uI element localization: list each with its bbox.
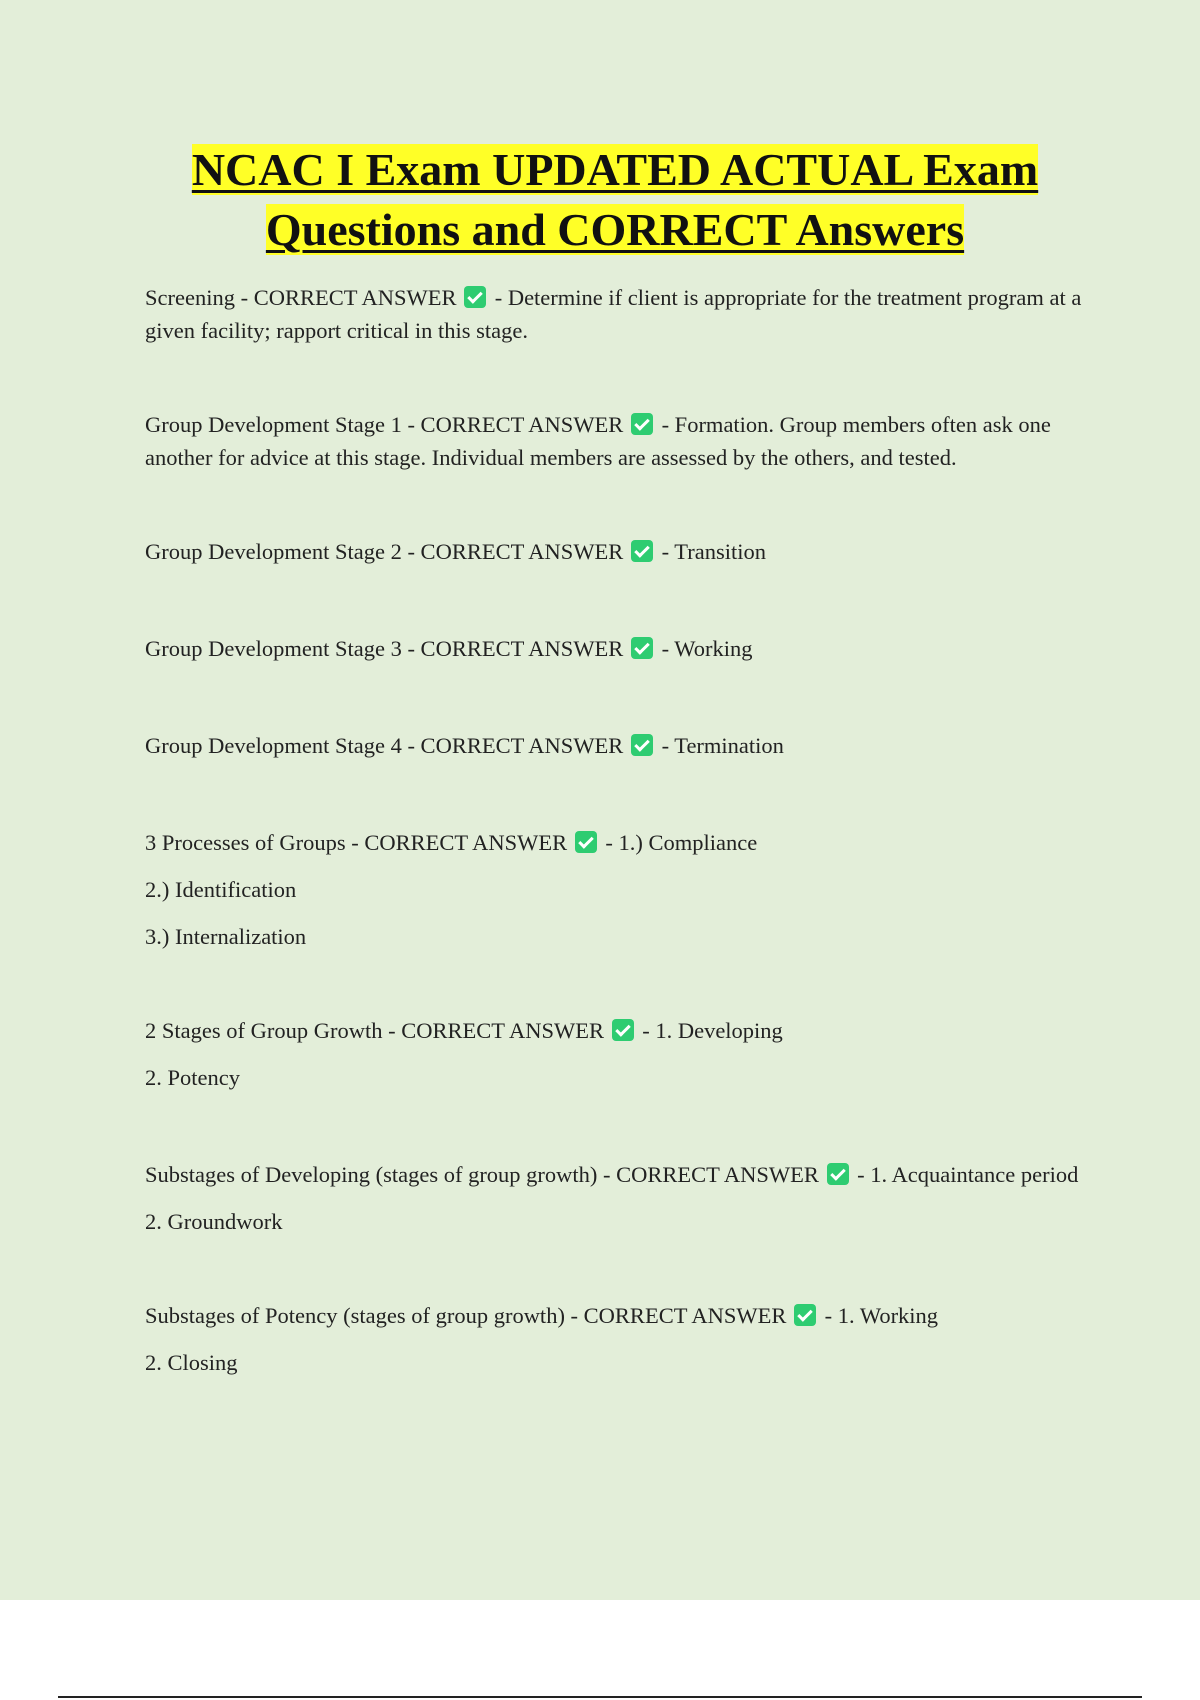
green-check-box-icon: [794, 1304, 816, 1326]
qa-item-stages-of-group-growth: [145, 1014, 1085, 1094]
answer-text: - 1. Working: [824, 1303, 939, 1328]
qa-list: [145, 281, 1085, 1379]
qa-item-substages-developing: [145, 1158, 1085, 1238]
qa-item-group-stage-3: [145, 632, 1085, 665]
green-check-box-icon: [575, 831, 597, 853]
question-text: Substages of Developing (stages of group growth) - CORRECT ANSWER: [145, 1162, 819, 1187]
answer-text: - Working: [661, 636, 753, 661]
page-bottom-rule: [58, 1696, 1142, 1698]
answer-continuation: 3.) Internalization: [145, 924, 307, 949]
document-title: [140, 140, 1090, 260]
qa-item-substages-potency: [145, 1299, 1085, 1379]
qa-line: [145, 408, 1085, 474]
question-text: 3 Processes of Groups - CORRECT ANSWER: [145, 830, 568, 855]
answer-text: - Formation. Group members often ask one another for advice at this stage. Individual members are assessed by the others, and tested.: [145, 412, 1051, 470]
question-text: Group Development Stage 1 - CORRECT ANSWER: [145, 412, 624, 437]
question-text: Screening - CORRECT ANSWER: [145, 285, 457, 310]
question-text: Group Development Stage 3 - CORRECT ANSWER: [145, 636, 624, 661]
qa-line: [145, 1299, 1085, 1332]
qa-line: [145, 729, 1085, 762]
answer-continuation: 2. Groundwork: [145, 1209, 283, 1234]
answer-text: - Termination: [661, 733, 784, 758]
answer-text: - Determine if client is appropriate for the treatment program at a given facility; rapport critical in this stage.: [145, 285, 1082, 343]
green-check-box-icon: [631, 637, 653, 659]
qa-line: [145, 826, 1085, 859]
question-text: Substages of Potency (stages of group growth) - CORRECT ANSWER: [145, 1303, 787, 1328]
answer-continuation: 2. Closing: [145, 1350, 238, 1375]
answer-text: - 1. Acquaintance period: [857, 1162, 1079, 1187]
qa-line: [145, 535, 1085, 568]
green-check-box-icon: [612, 1019, 634, 1041]
question-text: 2 Stages of Group Growth - CORRECT ANSWER: [145, 1018, 604, 1043]
title-line-1: NCAC I Exam UPDATED ACTUAL Exam: [191, 144, 1039, 195]
qa-line: [145, 281, 1085, 347]
green-check-box-icon: [827, 1163, 849, 1185]
green-check-box-icon: [464, 286, 486, 308]
qa-line: [145, 1014, 1085, 1047]
qa-line: [145, 1158, 1085, 1191]
qa-item-group-stage-2: [145, 535, 1085, 568]
qa-line: [145, 632, 1085, 665]
answer-text: - 1. Developing: [642, 1018, 783, 1043]
answer-continuation: 2.) Identification: [145, 877, 297, 902]
title-line-2: Questions and CORRECT Answers: [265, 204, 965, 255]
green-check-box-icon: [631, 734, 653, 756]
answer-continuation: 2. Potency: [145, 1065, 240, 1090]
green-check-box-icon: [631, 540, 653, 562]
qa-item-screening: [145, 281, 1085, 347]
qa-item-group-stage-4: [145, 729, 1085, 762]
question-text: Group Development Stage 4 - CORRECT ANSWER: [145, 733, 624, 758]
qa-item-processes-of-groups: [145, 826, 1085, 953]
answer-text: - Transition: [661, 539, 766, 564]
qa-item-group-stage-1: [145, 408, 1085, 474]
answer-text: - 1.) Compliance: [605, 830, 758, 855]
question-text: Group Development Stage 2 - CORRECT ANSWER: [145, 539, 624, 564]
green-check-box-icon: [631, 413, 653, 435]
